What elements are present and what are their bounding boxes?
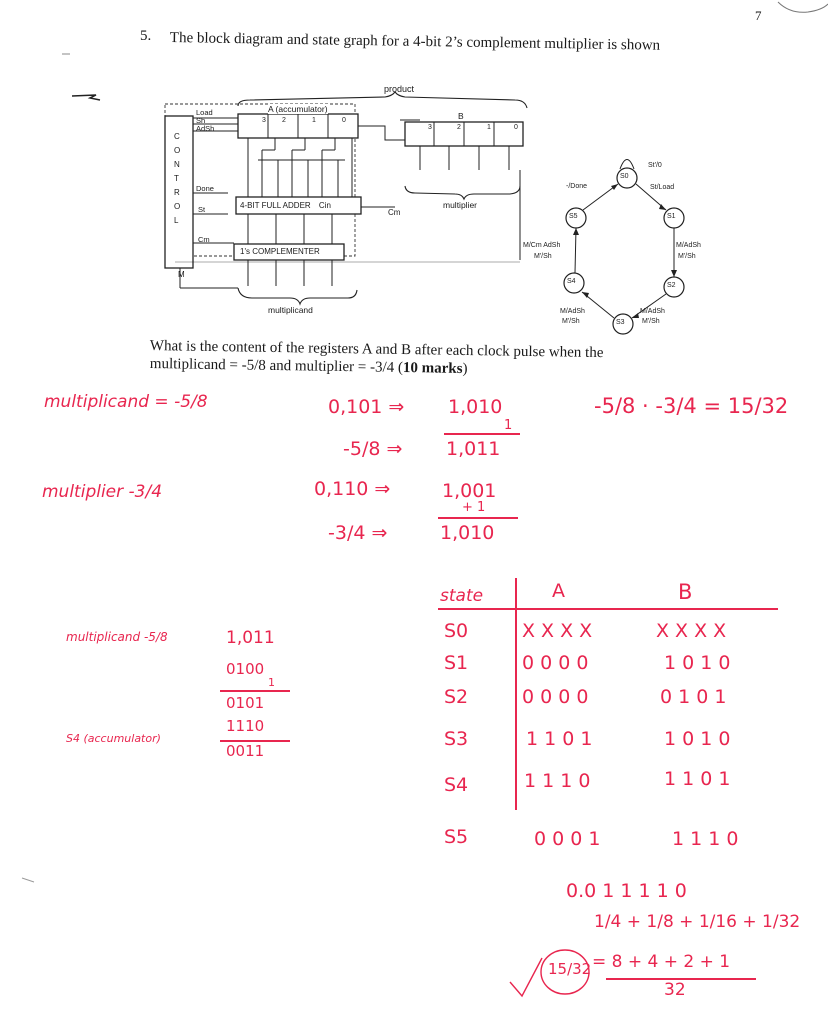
control-letter-n: N bbox=[174, 160, 180, 169]
row-s1-state: S1 bbox=[444, 652, 469, 674]
s4-s5-label-2: M'/Sh bbox=[534, 253, 552, 260]
conv-add-one-1: 1 bbox=[504, 418, 513, 433]
prompt-marks: 10 marks bbox=[402, 359, 463, 377]
row-s4-b: 1 1 0 1 bbox=[664, 768, 731, 790]
conv-positive-3-4: 0,110 ⇒ bbox=[314, 478, 391, 500]
control-letter-l: L bbox=[174, 216, 179, 225]
ctrl-adsh: AdSh bbox=[196, 124, 215, 133]
register-b-label: B bbox=[458, 111, 464, 121]
conv-neg-5-8: -5/8 ⇒ bbox=[343, 438, 403, 460]
row-s3-b: 1 0 1 0 bbox=[664, 728, 731, 750]
cm-label: Cm bbox=[388, 208, 401, 217]
row-s2-a: 0 0 0 0 bbox=[522, 686, 589, 708]
b-bit-1: 1 bbox=[487, 124, 491, 131]
page-number: 7 bbox=[755, 8, 762, 23]
state-s0: S0 bbox=[620, 173, 629, 180]
prompt-line-2-a: multiplicand = -5/8 and multiplier = -3/4 ( bbox=[149, 356, 404, 376]
final-fraction: 15/32 bbox=[548, 960, 592, 978]
row-s2-state: S2 bbox=[444, 686, 469, 708]
row-s3-a: 1 1 0 1 bbox=[526, 728, 593, 750]
state-s3: S3 bbox=[616, 319, 625, 326]
side-accumulator-label: S4 (accumulator) bbox=[66, 732, 161, 745]
cin-text: Cin bbox=[318, 201, 331, 210]
a-bit-2: 2 bbox=[282, 117, 286, 124]
b-bit-0: 0 bbox=[514, 124, 518, 131]
control-letter-c: C bbox=[174, 132, 180, 141]
row-s0-b: X X X X bbox=[656, 620, 727, 642]
s0-loop-label: St'/0 bbox=[648, 162, 662, 169]
row-s1-b: 1 0 1 0 bbox=[664, 652, 731, 674]
row-s0-state: S0 bbox=[444, 620, 469, 642]
state-s5: S5 bbox=[569, 213, 578, 220]
accumulator-label: A (accumulator) bbox=[268, 104, 328, 114]
side-value-2: 0100 bbox=[226, 660, 265, 678]
side-multiplicand-label: multiplicand -5/8 bbox=[66, 630, 168, 644]
side-value-4: 0101 bbox=[226, 694, 265, 712]
s2-s3-label-1: M/AdSh bbox=[640, 308, 665, 315]
ctrl-st: St bbox=[198, 205, 206, 214]
side-value-6: 0011 bbox=[226, 742, 265, 760]
conv-add-one-2: + 1 bbox=[462, 500, 486, 515]
multiplier-label: multiplier bbox=[443, 200, 478, 210]
s5-s0-label: -/Done bbox=[566, 183, 588, 190]
a-bit-1: 1 bbox=[312, 117, 316, 124]
ctrl-load: Load bbox=[196, 108, 213, 117]
row-s4-state: S4 bbox=[444, 774, 469, 796]
multiplicand-label-hand: multiplicand = -5/8 bbox=[44, 392, 208, 412]
row-s2-b: 0 1 0 1 bbox=[660, 686, 727, 708]
ctrl-sh: Sh bbox=[196, 116, 206, 125]
side-value-5: 1110 bbox=[226, 717, 265, 735]
s0-s1-label: St/Load bbox=[650, 184, 675, 191]
final-denominator: 32 bbox=[664, 980, 686, 1000]
control-letter-t: T bbox=[174, 174, 179, 183]
adder-text: 4-BIT FULL ADDER bbox=[240, 201, 311, 210]
fraction-sum: 1/4 + 1/8 + 1/16 + 1/32 bbox=[594, 912, 801, 932]
control-letter-o: O bbox=[174, 146, 181, 155]
s1-s2-label-2: M'/Sh bbox=[678, 253, 696, 260]
b-bit-3: 3 bbox=[428, 124, 432, 131]
ctrl-cm: Cm bbox=[198, 235, 210, 244]
product-label: product bbox=[384, 84, 415, 94]
conv-neg-3-4: -3/4 ⇒ bbox=[328, 522, 388, 544]
complementer-label: 1's COMPLEMENTER bbox=[240, 247, 320, 256]
state-s4: S4 bbox=[567, 278, 576, 285]
question-text: The block diagram and state graph for a 4-bit 2’s complement multiplier is shown bbox=[169, 30, 661, 54]
table-header-state: state bbox=[440, 586, 484, 606]
product-equation: -5/8 · -3/4 = 15/32 bbox=[594, 394, 789, 418]
a-bit-3: 3 bbox=[262, 117, 266, 124]
conv-ones-3-4: 1,001 bbox=[442, 480, 497, 502]
row-s1-a: 0 0 0 0 bbox=[522, 652, 589, 674]
conv-result-3-4: 1,010 bbox=[440, 522, 495, 544]
row-s5-b: 1 1 1 0 bbox=[672, 828, 739, 850]
multiplier-label-hand: multiplier -3/4 bbox=[42, 482, 163, 502]
m-label: M bbox=[178, 270, 185, 279]
s1-s2-label-1: M/AdSh bbox=[676, 242, 701, 249]
a-bit-0: 0 bbox=[342, 117, 346, 124]
control-letter-o2: O bbox=[174, 202, 181, 211]
row-s5-a: 0 0 0 1 bbox=[534, 828, 601, 850]
side-value-3: 1 bbox=[268, 676, 275, 689]
s2-s3-label-2: M'/Sh bbox=[642, 318, 660, 325]
final-sum-numerator: = 8 + 4 + 2 + 1 bbox=[592, 952, 731, 972]
question-number: 5. bbox=[140, 28, 152, 44]
control-letter-r: R bbox=[174, 188, 180, 197]
state-s1: S1 bbox=[667, 213, 676, 220]
ctrl-done: Done bbox=[196, 184, 214, 193]
row-s5-state: S5 bbox=[444, 826, 469, 848]
conv-result-5-8: 1,011 bbox=[446, 438, 501, 460]
row-s0-a: X X X X bbox=[522, 620, 593, 642]
conv-positive-5-8: 0,101 ⇒ bbox=[328, 396, 405, 418]
multiplicand-label: multiplicand bbox=[268, 305, 313, 315]
row-s4-a: 1 1 1 0 bbox=[524, 770, 591, 792]
table-header-a: A bbox=[552, 580, 565, 602]
row-s3-state: S3 bbox=[444, 728, 469, 750]
result-bits: 0.0 1 1 1 1 0 bbox=[566, 880, 687, 902]
table-header-b: B bbox=[678, 580, 693, 604]
s3-s4-label-2: M'/Sh bbox=[562, 318, 580, 325]
s3-s4-label-1: M/AdSh bbox=[560, 308, 585, 315]
prompt-line-1: What is the content of the registers A and B after each clock pulse when the bbox=[149, 338, 604, 362]
side-value-1: 1,011 bbox=[226, 628, 275, 648]
s4-s5-label-1: M/Cm AdSh bbox=[523, 242, 561, 249]
conv-ones-5-8: 1,010 bbox=[448, 396, 503, 418]
prompt-line-2-b: ) bbox=[462, 360, 468, 377]
b-bit-2: 2 bbox=[457, 124, 461, 131]
state-s2: S2 bbox=[667, 282, 676, 289]
